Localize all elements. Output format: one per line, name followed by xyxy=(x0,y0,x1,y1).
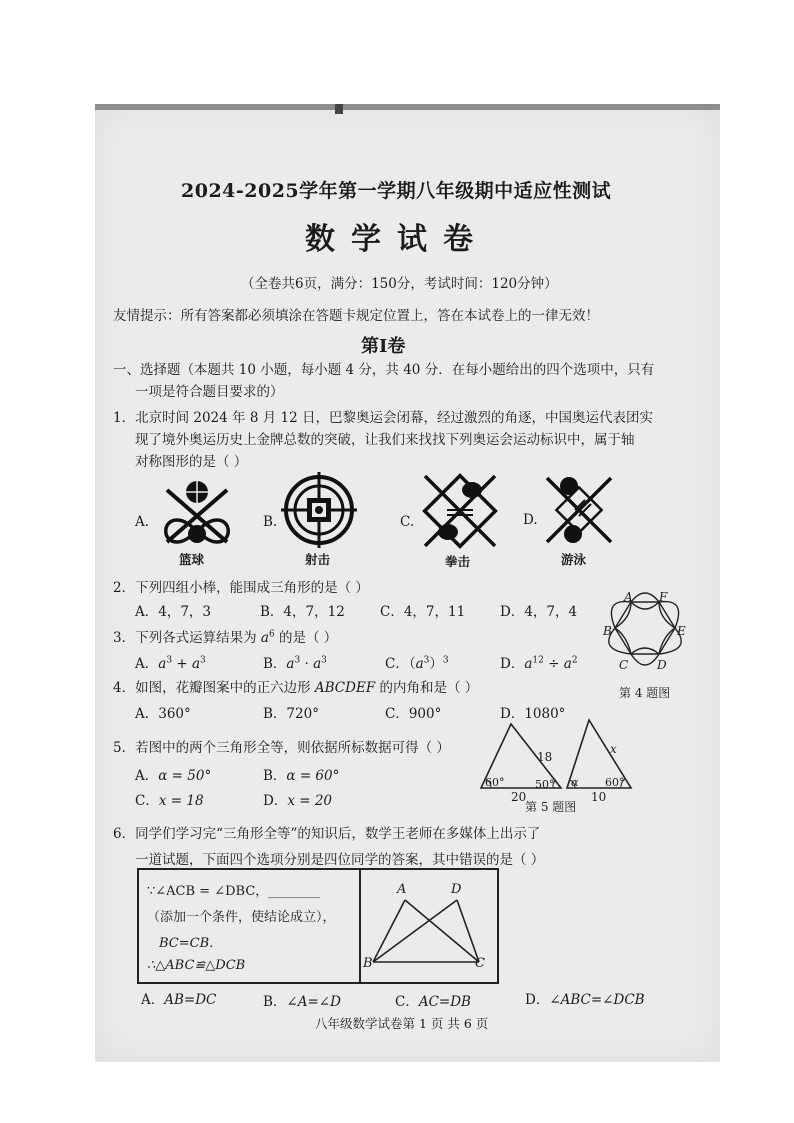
q6-option-d: D．∠ABC=∠DCB xyxy=(525,992,645,1008)
q6-given: ∵∠ACB = ∠DBC，________ xyxy=(147,884,321,899)
q4-option-b: B．720° xyxy=(263,706,319,722)
q2-option-a: A．4，7，3 xyxy=(135,604,212,620)
q5-t1-angle-right: 50° xyxy=(535,778,555,791)
basketball-icon xyxy=(157,476,237,554)
q5-t2-angle-left: α xyxy=(571,776,579,789)
q4-vertex-b: B xyxy=(603,624,612,638)
q5-option-a: A．α = 50° xyxy=(135,768,212,784)
q5-stem: 5．若图中的两个三角形全等，则依据所标数据可得（ ） xyxy=(113,740,450,756)
q6-problem-box xyxy=(137,868,361,984)
volume-heading: 第Ⅰ卷 xyxy=(361,336,406,357)
scan-top-edge xyxy=(95,104,720,110)
q6-conclusion: ∴△ABC≌△DCB xyxy=(147,958,246,973)
q6-label-d: D xyxy=(451,882,462,897)
q6-option-b: B．∠A=∠D xyxy=(263,994,341,1010)
q6-option-c: C．AC=DB xyxy=(395,994,471,1010)
q1-option-a-letter: A. xyxy=(135,514,150,530)
q4-caption: 第 4 题图 xyxy=(619,686,671,700)
q6-option-a: A．AB=DC xyxy=(141,992,217,1008)
q1-option-c-label: 拳击 xyxy=(445,554,471,569)
q6-label-c: C xyxy=(475,956,485,971)
scan-clip-mark xyxy=(335,104,343,114)
q4-option-c: C．900° xyxy=(385,706,442,722)
q5-t1-angle-left: 60° xyxy=(485,776,505,789)
q1-option-d-label: 游泳 xyxy=(561,552,587,567)
exam-subject: 数学试卷 xyxy=(305,222,489,257)
section-heading-line1: 一、选择题（本题共 10 小题，每小题 4 分，共 40 分．在每小题给出的四个选项中，只有 xyxy=(113,362,655,378)
q2-option-b: B．4，7，12 xyxy=(260,604,345,620)
q5-option-c: C．x = 18 xyxy=(135,793,204,809)
shooting-icon xyxy=(281,472,357,548)
q1-option-b-label: 射击 xyxy=(305,552,331,567)
exam-notice: 友情提示：所有答案都必须填涂在答题卡规定位置上，答在本试卷上的一律无效！ xyxy=(113,308,599,324)
q4-vertex-e: E xyxy=(677,624,686,638)
q5-t1-base: 20 xyxy=(511,790,527,804)
q3-option-d: D．$a^{12} \div a^2$ xyxy=(500,655,578,672)
q5-caption: 第 5 题图 xyxy=(525,800,577,814)
section-heading-line2: 一项是符合题目要求的） xyxy=(135,384,284,400)
q3-option-b: B．$a^3 \cdot a^3$ xyxy=(263,655,327,672)
q6-bc-equal: BC=CB． xyxy=(159,936,223,951)
page-footer: 八年级数学试卷第 1 页 共 6 页 xyxy=(315,1016,489,1031)
q6-line2: 一道试题，下面四个选项分别是四位同学的答案，其中错误的是（ ） xyxy=(135,852,545,868)
q6-line1: 6．同学们学习完“三角形全等”的知识后，数学王老师在多媒体上出示了 xyxy=(113,826,541,842)
q1-option-b-letter: B. xyxy=(263,514,278,530)
q6-figure-box xyxy=(359,868,499,984)
q5-t2-angle-right: 60° xyxy=(605,776,625,789)
q5-option-d: D．x = 20 xyxy=(263,793,333,809)
q5-t2-base: 10 xyxy=(591,790,607,804)
exam-info: （全卷共6页，满分：150分，考试时间：120分钟） xyxy=(241,276,558,292)
q4-option-d: D．1080° xyxy=(500,706,566,722)
q1-line2: 现了境外奥运历史上金牌总数的突破，让我们来找找下列奥运会运动标识中，属于轴 xyxy=(135,432,635,448)
q3-option-a: A．$a^3 + a^3$ xyxy=(135,655,206,672)
q6-add-condition: （添加一个条件，使结论成立）， xyxy=(147,910,336,925)
q5-t1-side: 18 xyxy=(537,750,553,764)
q1-option-c-letter: C. xyxy=(400,514,415,530)
q2-option-d: D．4，7，4 xyxy=(500,604,578,620)
q4-stem: 4．如图，花瓣图案中的正六边形 ABCDEF 的内角和是（ ） xyxy=(113,680,479,696)
q4-vertex-f: F xyxy=(659,590,668,604)
q2-stem: 2．下列四组小棒，能围成三角形的是（ ） xyxy=(113,580,369,596)
q3-stem: 3．下列各式运算结果为 $a^6$ 的是（ ） xyxy=(113,629,338,646)
q4-vertex-a: A xyxy=(624,590,633,604)
q5-t2-side: x xyxy=(610,742,617,756)
exam-title: 2024-2025学年第一学期八年级期中适应性测试 xyxy=(181,180,612,202)
q2-option-c: C．4，7，11 xyxy=(380,604,466,620)
q1-option-a-label: 篮球 xyxy=(179,552,205,567)
q1-line3: 对称图形的是（ ） xyxy=(135,454,248,470)
q1-option-d-letter: D. xyxy=(523,512,538,528)
q6-label-a: A xyxy=(397,882,407,897)
q4-option-a: A．360° xyxy=(135,706,191,722)
boxing-icon xyxy=(417,468,503,554)
q4-vertex-c: C xyxy=(619,658,629,672)
q6-label-b: B xyxy=(363,956,373,971)
exam-paper xyxy=(95,104,720,1062)
q3-option-c: C．$(a^3)^3$ xyxy=(385,655,449,672)
swimming-icon xyxy=(541,470,617,550)
q1-line1: 1．北京时间 2024 年 8 月 12 日，巴黎奥运会闭幕，经过激烈的角逐，中国奥运代表团实 xyxy=(113,410,653,426)
q5-option-b: B．α = 60° xyxy=(263,768,340,784)
q4-vertex-d: D xyxy=(657,658,667,672)
